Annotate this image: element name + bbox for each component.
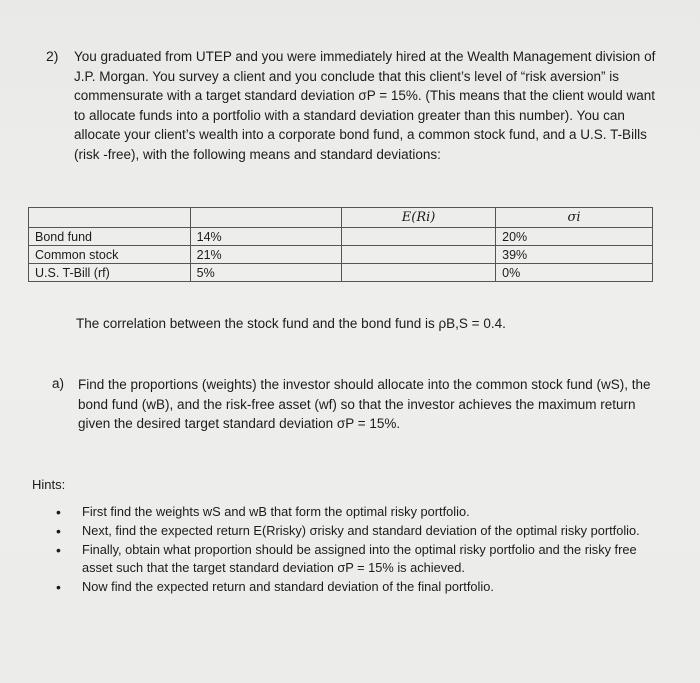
list-item — [54, 541, 654, 577]
list-item — [54, 578, 654, 596]
hints-list — [54, 503, 654, 597]
table-header-cell — [29, 208, 191, 228]
table-cell: 39% — [496, 246, 653, 264]
list-item — [54, 522, 654, 540]
table-cell — [342, 246, 496, 264]
bullet-icon: • — [56, 579, 61, 595]
table-cell: 14% — [190, 228, 341, 246]
hint-text: First find the weights wS and wB that form the optimal risky portfolio. — [82, 504, 470, 519]
question-intro: You graduated from UTEP and you were immediately hired at the Wealth Management division of J.P. Morgan. You survey a client and you conclude that this client’s level of “risk aversion” is commensurate with a target standard deviation σP = 15%. (This means that the client would want to allocate funds into a portfolio with a standard deviation greater than this number). You can allocate your client’s wealth into a corporate bond fund, a common stock fund, and a U.S. T-Bills (risk -free), with the following means and standard deviations: — [74, 49, 656, 162]
table-cell: U.S. T-Bill (rf) — [29, 264, 191, 282]
correlation-statement: The correlation between the stock fund and the bond fund is ρB,S = 0.4. — [76, 316, 506, 331]
hint-text: Finally, obtain what proportion should be assigned into the optimal risky portfolio and the risky free asset such that the target standard deviation σP = 15% is achieved. — [82, 542, 637, 575]
table-row — [29, 228, 653, 246]
question-number: 2) — [46, 48, 59, 64]
list-item — [54, 503, 654, 521]
bullet-icon: • — [56, 542, 61, 558]
hint-text: Now find the expected return and standard deviation of the final portfolio. — [82, 579, 494, 594]
part-a-question: Find the proportions (weights) the investor should allocate into the common stock fund (wS), the bond fund (wB), and the risk-free asset (wf) so that the investor achieves the maximum return given the desired target standard deviation σP = 15%. — [78, 377, 651, 432]
table-cell: 21% — [190, 246, 341, 264]
table-header-cell — [190, 208, 341, 228]
table-row — [29, 264, 653, 282]
table-cell: Common stock — [29, 246, 191, 264]
table-cell: Bond fund — [29, 228, 191, 246]
returns-table — [28, 207, 653, 282]
bullet-icon: • — [56, 523, 61, 539]
table-header-std-dev: σi — [496, 208, 653, 228]
table-cell: 0% — [496, 264, 653, 282]
hints-label: Hints: — [32, 477, 66, 492]
part-a-label: a) — [52, 376, 65, 391]
bullet-icon: • — [56, 504, 61, 520]
table-header-row — [29, 208, 653, 228]
table-cell — [342, 264, 496, 282]
table-row — [29, 246, 653, 264]
table-cell: 20% — [496, 228, 653, 246]
hint-text: Next, find the expected return E(Rrisky) σrisky and standard deviation of the optimal risky portfolio. — [82, 523, 640, 538]
table-cell — [342, 228, 496, 246]
table-cell: 5% — [190, 264, 341, 282]
table-header-expected-return: E(Ri) — [342, 208, 496, 228]
